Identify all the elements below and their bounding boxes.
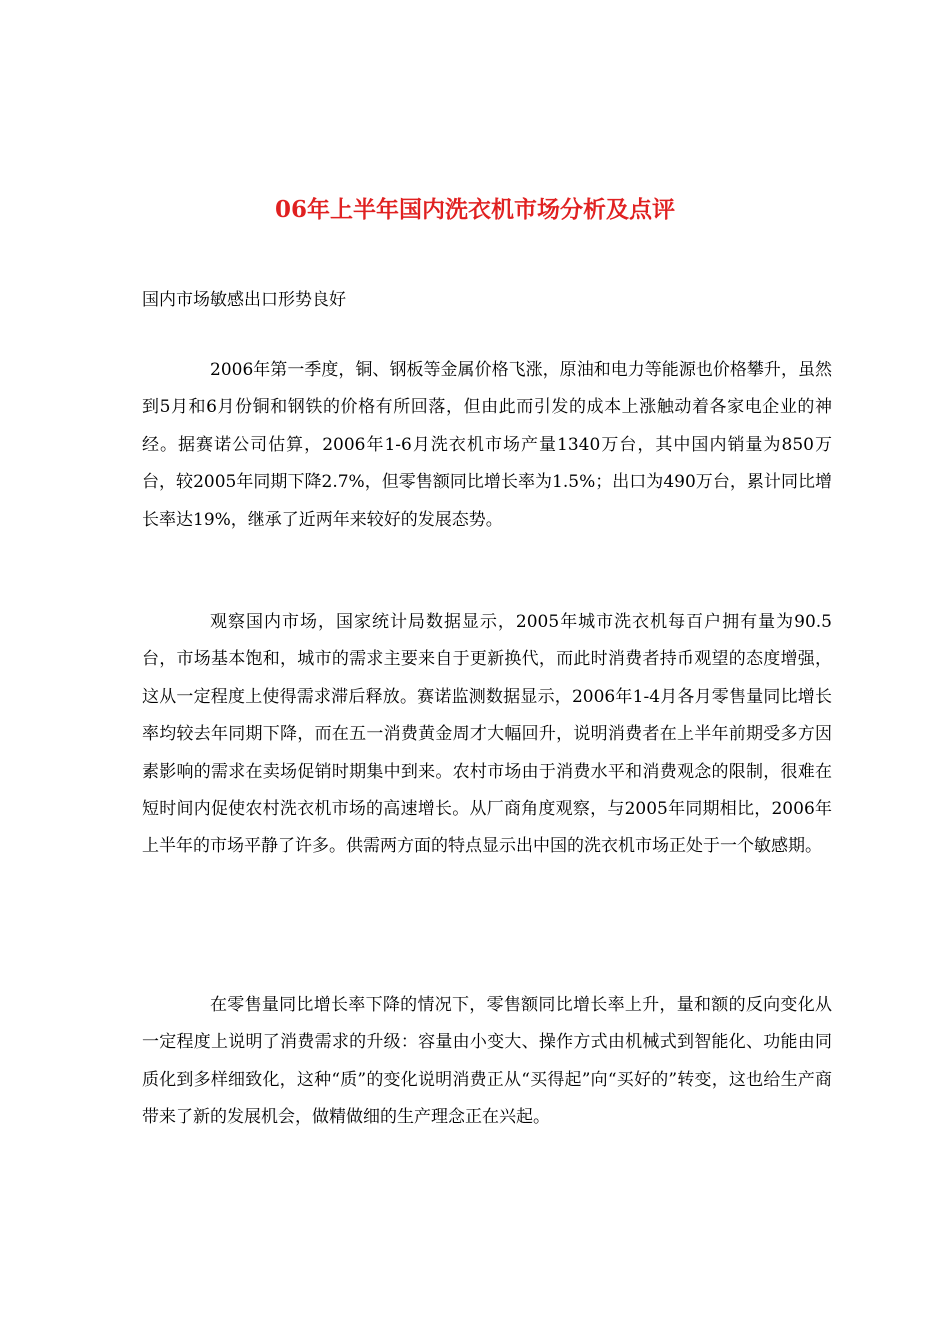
document-title: 06年上半年国内洗衣机市场分析及点评 <box>274 196 675 223</box>
section-heading: 国内市场敏感出口形势良好 <box>142 290 346 310</box>
paragraph-2: 观察国内市场，国家统计局数据显示，2005年城市洗衣机每百户拥有量为90.5台，市场基本饱和，城市的需求主要来自于更新换代，而此时消费者持币观望的态度增强，这从一定程度上使得需求滞后释放。赛诺监测数据显示，2006年1-4月各月零售量同比增长率均较去年同期下降，而在五一消费黄金周才大幅回升，说明消费者在上半年前期受多方因素影响的需求在卖场促销时期集中到来。农村市场由于消费水平和消费观念的限制，很难在短时间内促使农村洗衣机市场的高速增长。从厂商角度观察，与2005年同期相比，2006年上半年的市场平静了许多。供需两方面的特点显示出中国的洗衣机市场正处于一个敏感期。 <box>142 612 832 857</box>
paragraph-1: 2006年第一季度，铜、钢板等金属价格飞涨，原油和电力等能源也价格攀升，虽然到5月和6月份铜和钢铁的价格有所回落，但由此而引发的成本上涨触动着各家电企业的神经。据赛诺公司估算，2006年1-6月洗衣机市场产量1340万台，其中国内销量为850万台，较2005年同期下降2.7%，但零售额同比增长率为1.5%；出口为490万台，累计同比增长率达19%，继承了近两年来较好的发展态势。 <box>142 360 832 530</box>
paragraph-3: 在零售量同比增长率下降的情况下，零售额同比增长率上升，量和额的反向变化从一定程度上说明了消费需求的升级：容量由小变大、操作方式由机械式到智能化、功能由同质化到多样细致化，这种“质”的变化说明消费正从“买得起”向“买好的”转变，这也给生产商带来了新的发展机会，做精做细的生产理念正在兴起。 <box>142 995 832 1128</box>
